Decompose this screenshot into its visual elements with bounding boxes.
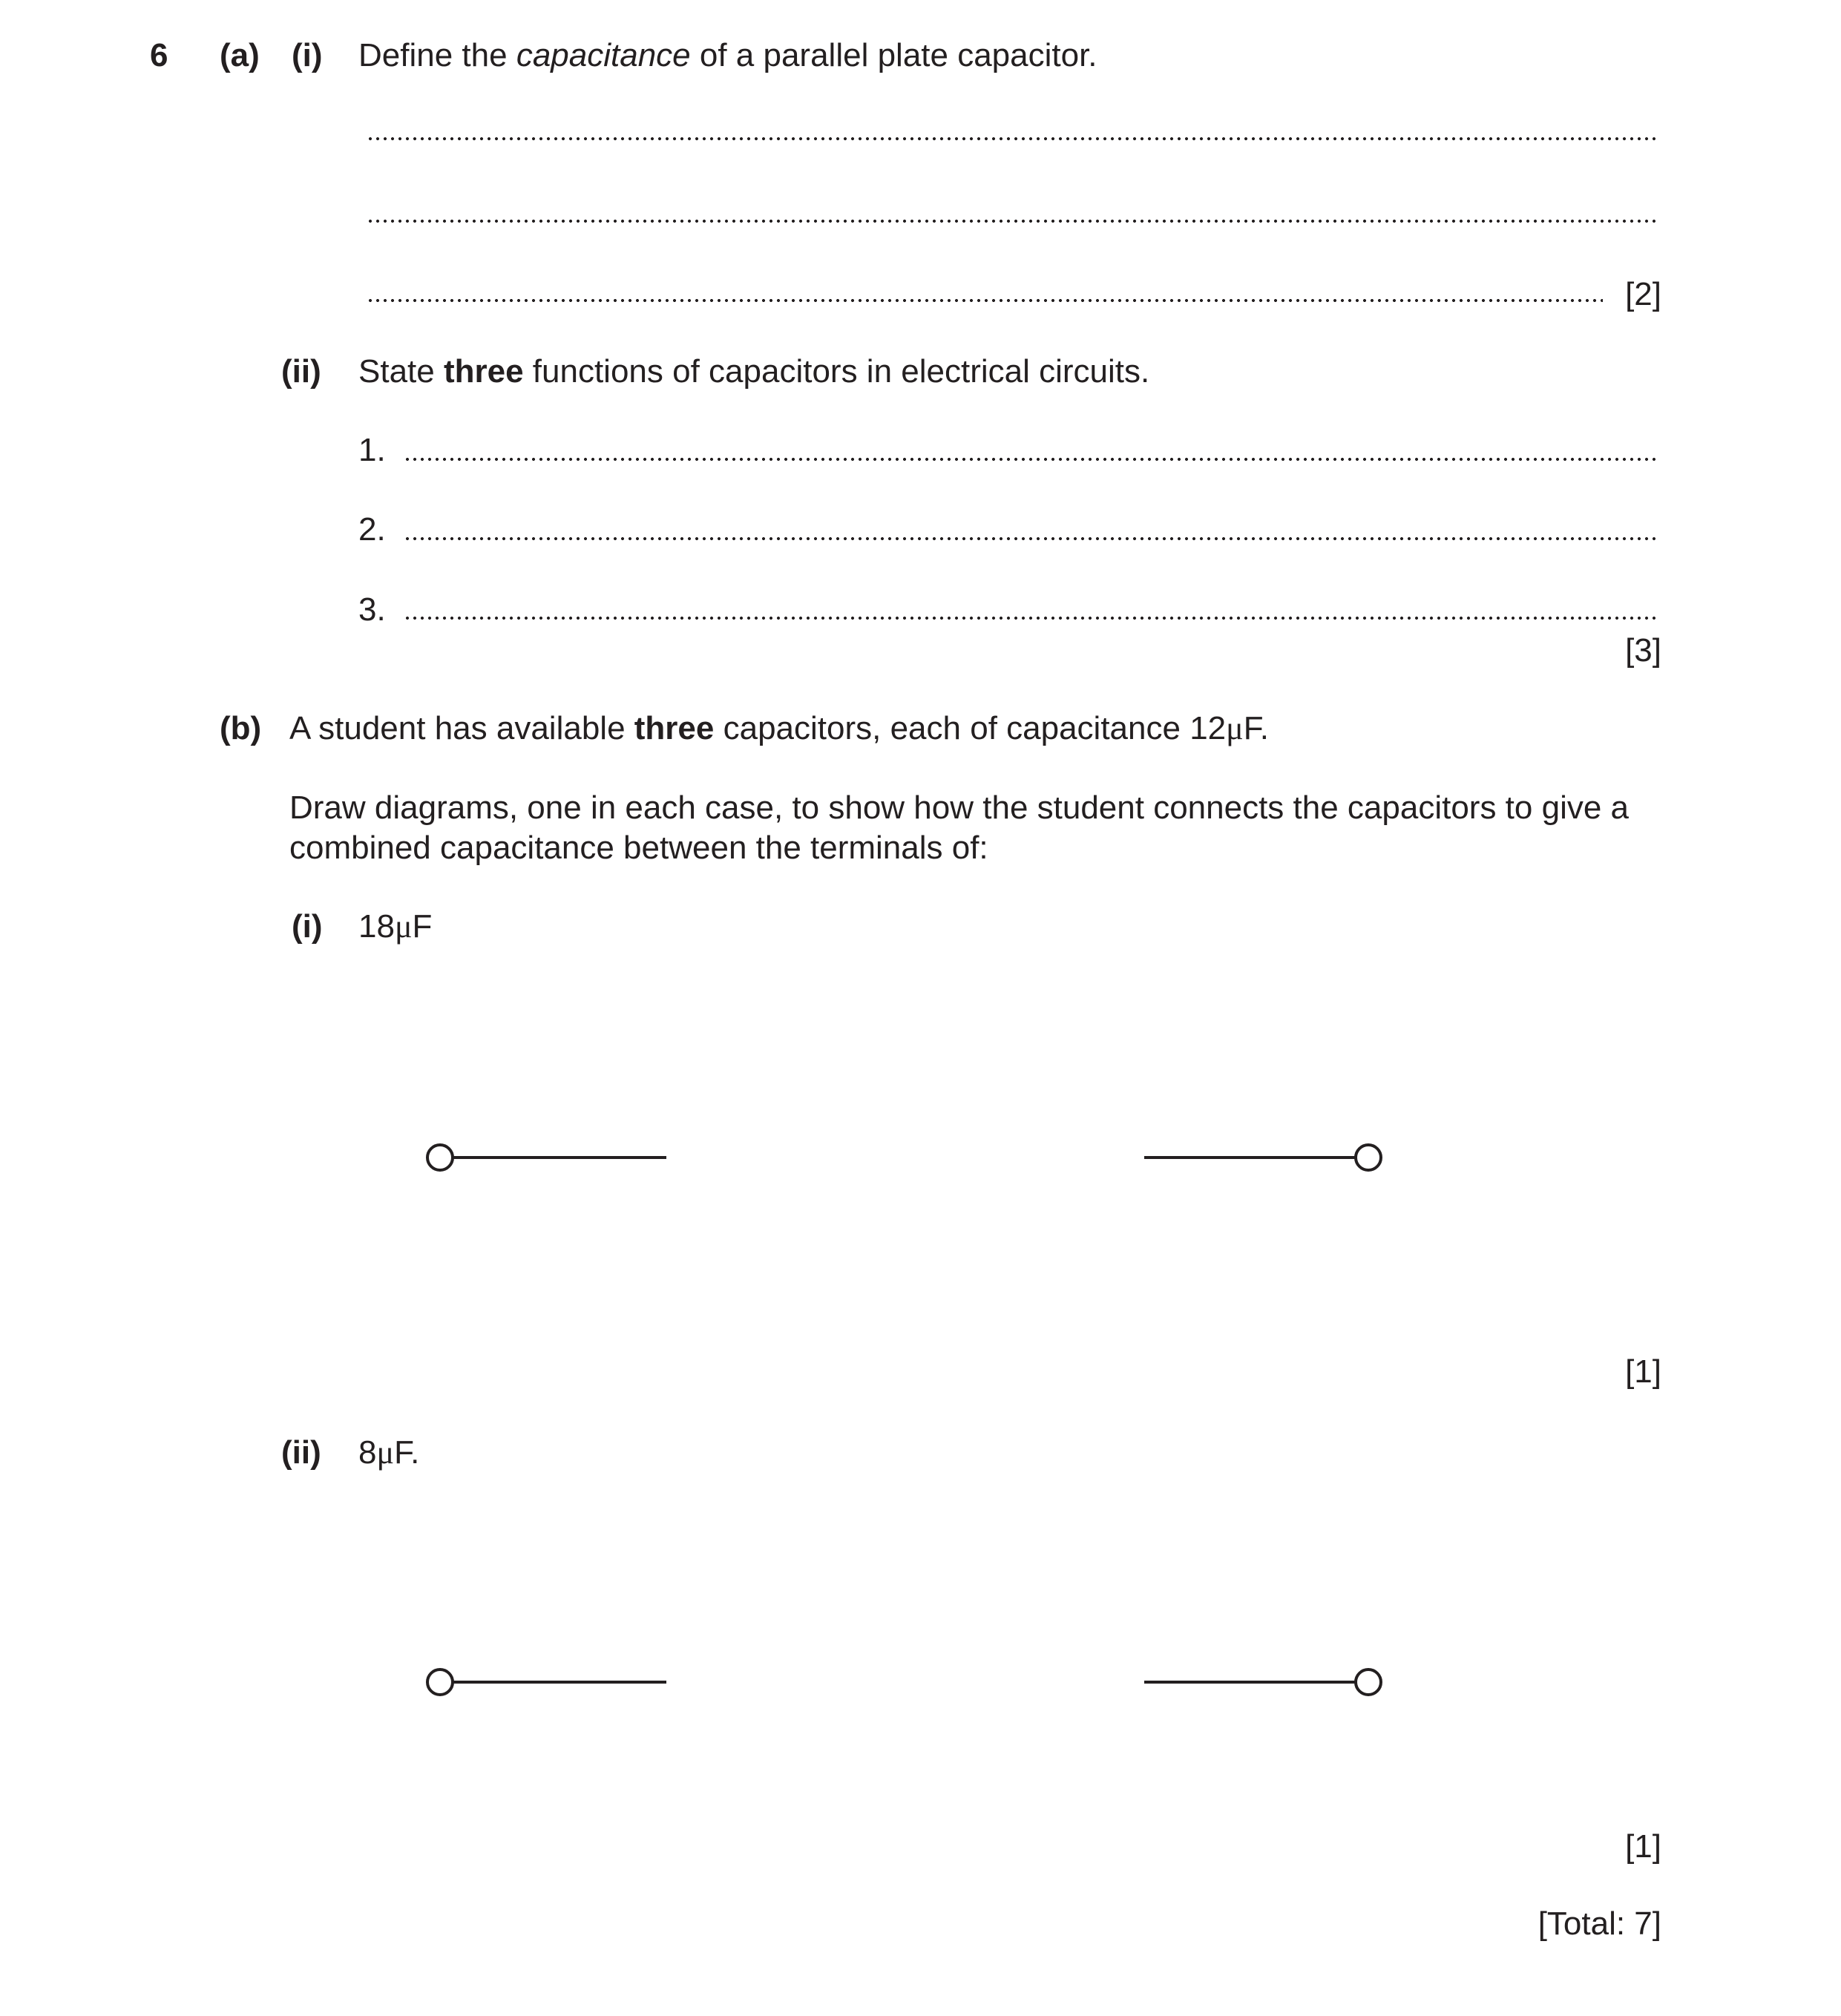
part-a-label: (a) <box>220 37 260 73</box>
part-b-i-label: (i) <box>292 908 323 945</box>
terminal-left-b-i <box>427 1145 453 1170</box>
part-b-i-capacitance: 18μF <box>358 908 433 945</box>
question-number: 6 <box>150 37 168 73</box>
marks-a-i: [2] <box>1625 276 1661 312</box>
part-b-instruction-line-2: combined capacitance between the terminals of: <box>289 830 988 866</box>
part-b-ii-capacitance: 8μF. <box>358 1434 420 1471</box>
marks-a-ii: [3] <box>1625 632 1661 669</box>
part-b-label: (b) <box>220 710 262 746</box>
terminal-left-b-ii <box>427 1669 453 1695</box>
function-item-3-number: 3. <box>358 591 386 628</box>
function-item-2-number: 2. <box>358 511 386 548</box>
function-item-1-number: 1. <box>358 432 386 468</box>
marks-b-ii: [1] <box>1625 1828 1661 1865</box>
part-a-i-label: (i) <box>292 37 323 73</box>
part-b-ii-label: (ii) <box>281 1434 321 1471</box>
terminal-right-b-ii <box>1356 1669 1381 1695</box>
part-b-instruction-line-1: Draw diagrams, one in each case, to show how the student connects the capacitors to give a <box>289 789 1630 826</box>
part-a-ii-label: (ii) <box>281 353 321 390</box>
part-a-ii-question: State three functions of capacitors in electrical circuits. <box>358 353 1150 390</box>
part-a-i-question: Define the capacitance of a parallel plate capacitor. <box>358 37 1097 73</box>
part-b-statement: A student has available three capacitors, each of capacitance 12μF. <box>289 710 1269 746</box>
terminal-right-b-i <box>1356 1145 1381 1170</box>
total-marks: [Total: 7] <box>1538 1905 1661 1942</box>
marks-b-i: [1] <box>1625 1353 1661 1390</box>
